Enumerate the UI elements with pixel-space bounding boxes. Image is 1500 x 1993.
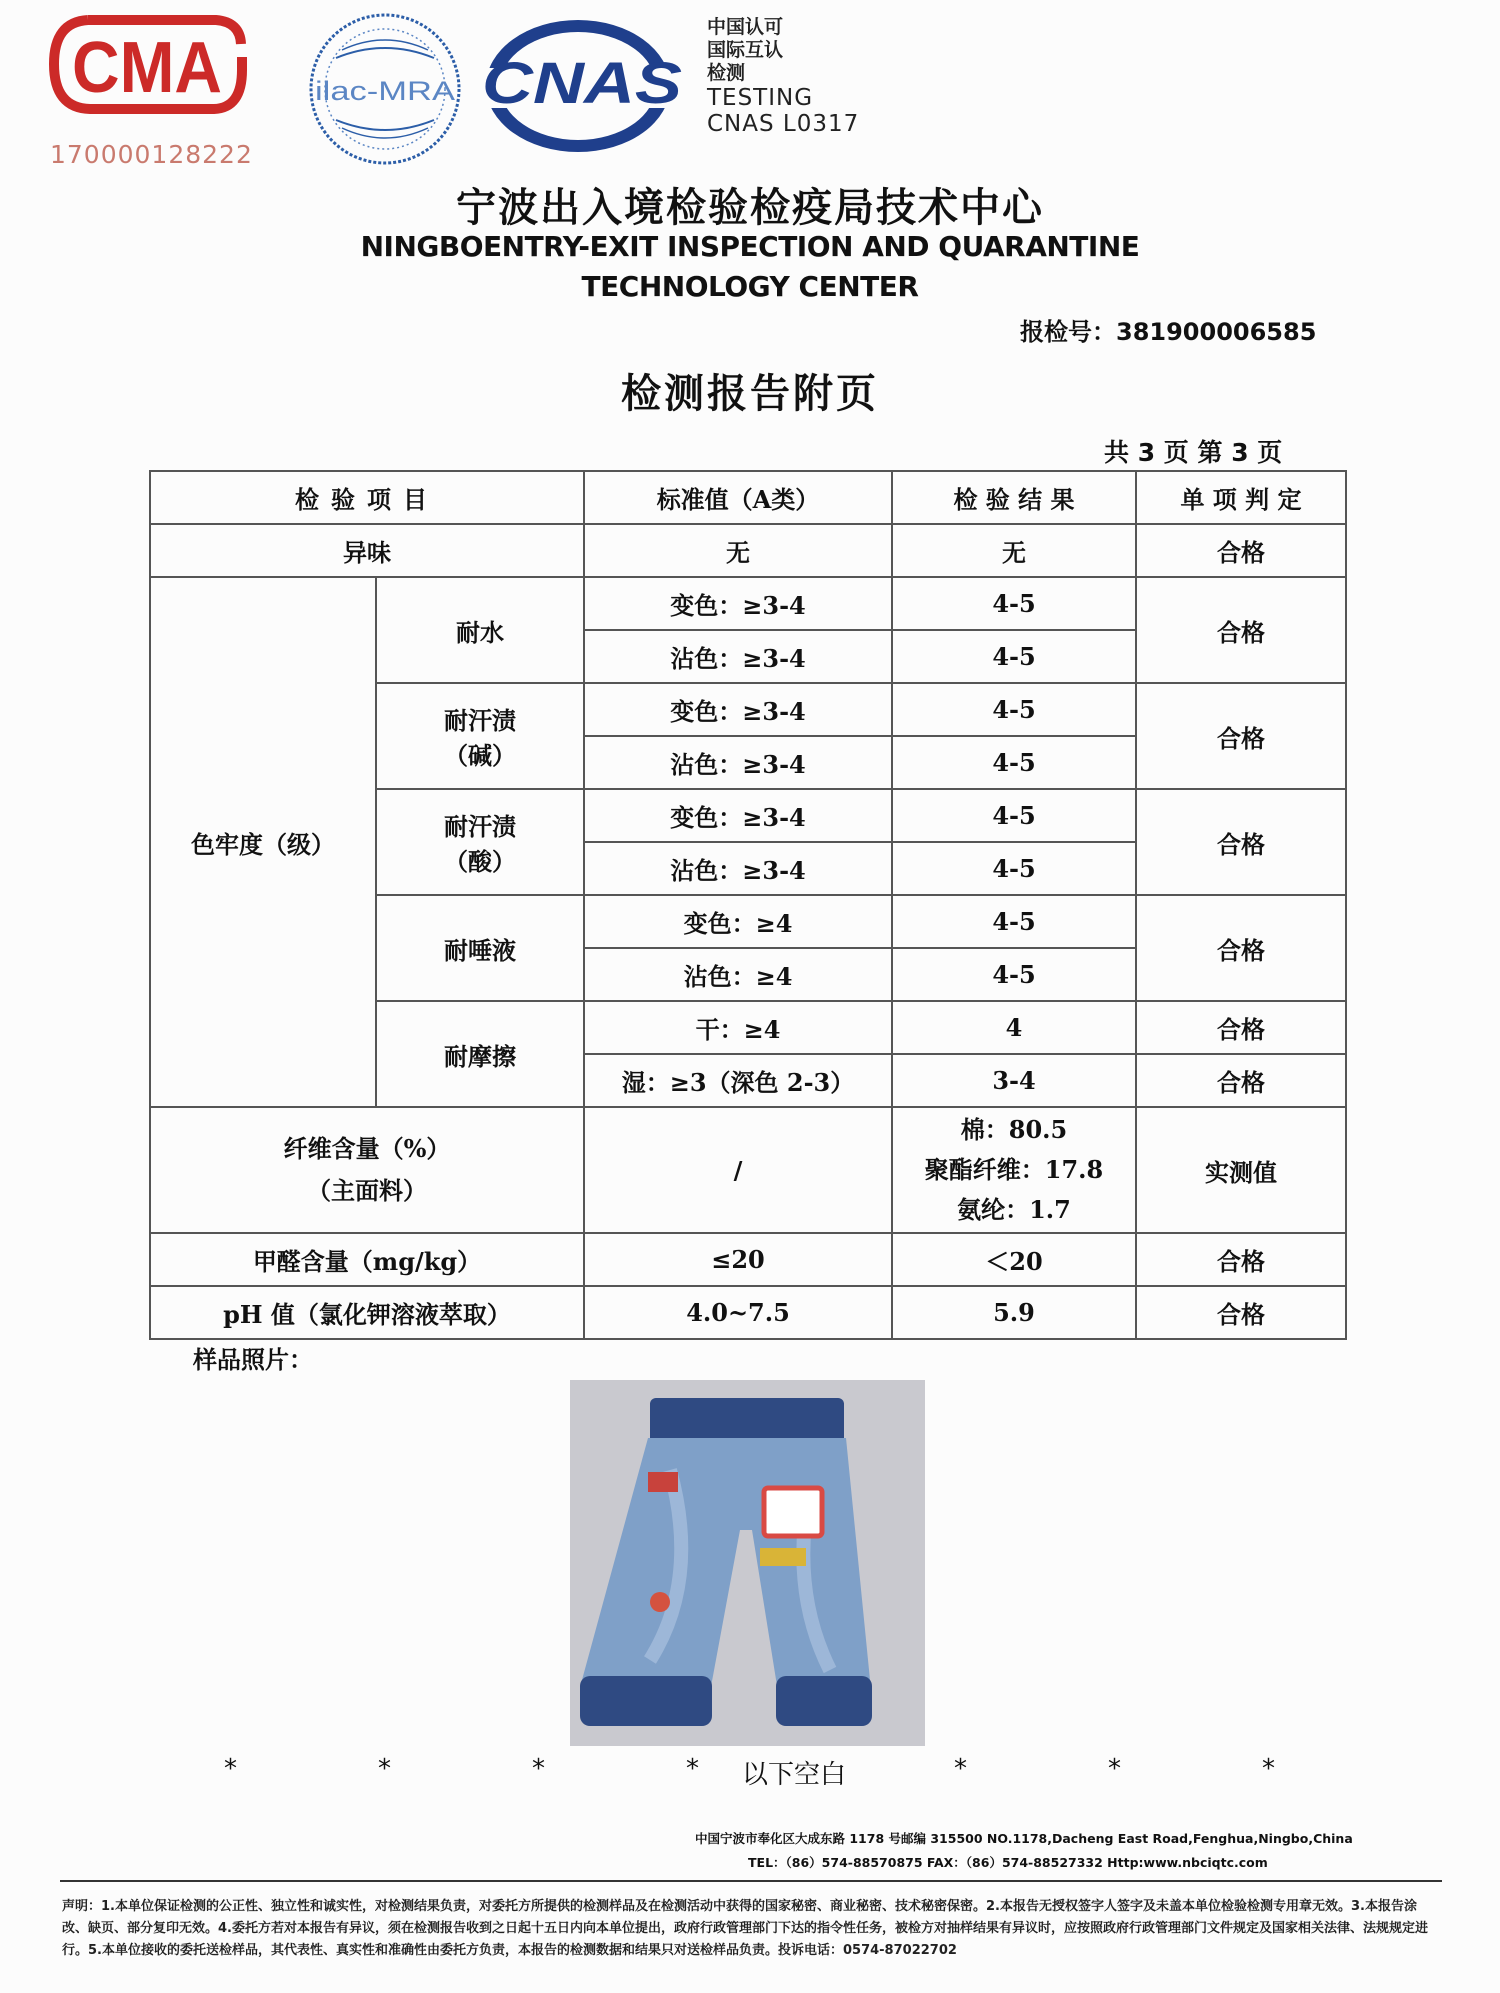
standard-cell: 湿：≥3（深色 2-3） <box>584 1054 892 1107</box>
item-line: 纤维含量（%） <box>283 1134 451 1163</box>
result-cell: ＜20 <box>892 1233 1136 1286</box>
result-cell: 4-5 <box>892 789 1136 842</box>
sample-photo-label: 样品照片： <box>193 1345 313 1374</box>
test-name-cell <box>376 895 584 1001</box>
sample-photo <box>570 1380 925 1746</box>
cnas-logo-text: CNAS <box>482 51 683 116</box>
star-mark: * <box>224 1754 237 1784</box>
footer-address: 中国宁波市奉化区大成东路 1178 号邮编 315500 NO.1178,Dacheng East Road,Fenghua,Ningbo,China <box>695 1831 1353 1846</box>
judgment-cell: 合格 <box>1136 1001 1346 1054</box>
test-name-line: 耐汗渍 <box>444 812 516 841</box>
page-count: 共 3 页 第 3 页 <box>1104 438 1283 467</box>
result-line: 聚酯纤维：17.8 <box>924 1155 1104 1184</box>
result-cell: 4-5 <box>892 577 1136 630</box>
result-cell: 4-5 <box>892 683 1136 736</box>
star-mark: * <box>686 1754 699 1784</box>
standard-cell: 沾色：≥3-4 <box>584 842 892 895</box>
header-item: 检验项目 <box>150 471 584 524</box>
standard-cell: ≤20 <box>584 1233 892 1286</box>
table-row <box>150 577 1346 630</box>
cnas-logo <box>478 10 690 160</box>
result-line: 氨纶：1.7 <box>957 1195 1071 1224</box>
blank-below-marker <box>0 1754 1500 1794</box>
table-row-odor <box>150 524 1346 577</box>
result-cell: 4-5 <box>892 736 1136 789</box>
table-row-ph <box>150 1286 1346 1339</box>
test-name-cell: 耐摩擦 <box>376 1001 584 1107</box>
standard-cell: 沾色：≥3-4 <box>584 630 892 683</box>
test-name-cell <box>376 577 584 683</box>
test-name-line: （酸） <box>444 847 516 876</box>
judgment-cell: 合格 <box>1136 577 1346 683</box>
table-row-formaldehyde <box>150 1233 1346 1286</box>
report-number: 报检号：381900006585 <box>1020 318 1317 346</box>
star-mark: * <box>1262 1754 1275 1784</box>
result-cell: 5.9 <box>892 1286 1136 1339</box>
judgment-cell: 合格 <box>1136 895 1346 1001</box>
standard-cell: 无 <box>584 524 892 577</box>
test-name-cell <box>376 789 584 895</box>
standard-cell: / <box>584 1107 892 1233</box>
ilac-logo-text: ilac-MRA <box>315 76 455 106</box>
header-judgment: 单 项 判 定 <box>1136 471 1346 524</box>
header-result: 检 验 结 果 <box>892 471 1136 524</box>
item-cell: 甲醛含量（mg/kg） <box>150 1233 584 1286</box>
table-row-fiber <box>150 1107 1346 1233</box>
org-name-en-line1: NINGBOENTRY-EXIT INSPECTION AND QUARANTINE <box>360 230 1140 263</box>
item-cell: 异味 <box>150 524 584 577</box>
item-line: （主面料） <box>307 1176 427 1205</box>
judgment-cell: 实测值 <box>1136 1107 1346 1233</box>
test-name-cell <box>376 683 584 789</box>
result-cell: 4-5 <box>892 630 1136 683</box>
judgment-cell: 合格 <box>1136 789 1346 895</box>
cnas-line: 国际互认 <box>707 39 784 61</box>
cma-code: 170000128222 <box>50 140 253 169</box>
footer-divider <box>60 1880 1442 1882</box>
result-cell: 4-5 <box>892 895 1136 948</box>
test-name-line: 耐唾液 <box>444 935 516 965</box>
org-name-cn: 宁波出入境检验检疫局技术中心 <box>456 184 1044 231</box>
cnas-line: 检测 <box>707 62 746 84</box>
header-standard: 标准值（A类） <box>584 471 892 524</box>
test-name-line: （碱） <box>444 741 516 770</box>
standard-cell: 变色：≥3-4 <box>584 577 892 630</box>
table-header-row <box>150 471 1346 524</box>
org-name-en-line2: TECHNOLOGY CENTER <box>581 270 919 303</box>
cnas-line: CNAS L0317 <box>707 111 860 137</box>
result-cell <box>892 1107 1136 1233</box>
star-mark: * <box>954 1754 967 1784</box>
result-cell: 4-5 <box>892 948 1136 1001</box>
ilac-mra-logo <box>306 10 464 168</box>
standard-cell: 变色：≥3-4 <box>584 789 892 842</box>
blank-below-text: 以下空白 <box>742 1760 847 1790</box>
judgment-cell: 合格 <box>1136 1286 1346 1339</box>
cma-logo <box>48 12 248 117</box>
cma-logo-text: CMA <box>72 28 222 108</box>
colorfastness-label: 色牢度（级） <box>150 577 376 1107</box>
cnas-accreditation-text <box>707 16 859 137</box>
star-mark: * <box>532 1754 545 1784</box>
document-title: 检测报告附页 <box>621 370 879 417</box>
result-cell: 4 <box>892 1001 1136 1054</box>
judgment-cell: 合格 <box>1136 1054 1346 1107</box>
standard-cell: 4.0~7.5 <box>584 1286 892 1339</box>
standard-cell: 变色：≥3-4 <box>584 683 892 736</box>
footer-disclaimer: 声明：1.本单位保证检测的公正性、独立性和诚实性，对检测结果负责，对委托方所提供的检测样品及在检测活动中获得的国家秘密、商业秘密、技术秘密保密。2.本报告无授权签字人签字及未盖本单位检验检测专用章无效。3.本报告涂改、缺页、部分复印无效。4.委托方若对本报告有异议，须在检测报告收到之日起十五日内向本单位提出，政府行政管理部门下达的指令性任务，被检方对抽样结果有异议时，应按照政府行政管理部门文件规定及国家相关法律、法规规定进行。5.本单位接收的委托送检样品，其代表性、真实性和准确性由委托方负责，本报告的检测数据和结果只对送检样品负责。投诉电话：0574-87022702 <box>62 1899 1428 1958</box>
standard-cell: 沾色：≥3-4 <box>584 736 892 789</box>
test-name-line: 耐水 <box>456 617 504 647</box>
judgment-cell: 合格 <box>1136 683 1346 789</box>
standard-cell: 沾色：≥4 <box>584 948 892 1001</box>
cnas-line: 中国认可 <box>707 16 784 38</box>
result-line: 棉：80.5 <box>960 1115 1068 1144</box>
standard-cell: 变色：≥4 <box>584 895 892 948</box>
result-cell: 3-4 <box>892 1054 1136 1107</box>
cnas-line: TESTING <box>707 85 814 111</box>
star-mark: * <box>378 1754 391 1784</box>
footer-contact: TEL：（86）574-88570875 FAX：（86）574-88527332 Http:www.nbciqtc.com <box>748 1855 1268 1870</box>
standard-cell: 干：≥4 <box>584 1001 892 1054</box>
item-cell <box>150 1107 584 1233</box>
result-cell: 4-5 <box>892 842 1136 895</box>
star-mark: * <box>1108 1754 1121 1784</box>
result-cell: 无 <box>892 524 1136 577</box>
judgment-cell: 合格 <box>1136 524 1346 577</box>
judgment-cell: 合格 <box>1136 1233 1346 1286</box>
inspection-results-table <box>149 470 1347 1340</box>
test-name-line: 耐汗渍 <box>444 706 516 735</box>
item-cell: pH 值（氯化钾溶液萃取） <box>150 1286 584 1339</box>
